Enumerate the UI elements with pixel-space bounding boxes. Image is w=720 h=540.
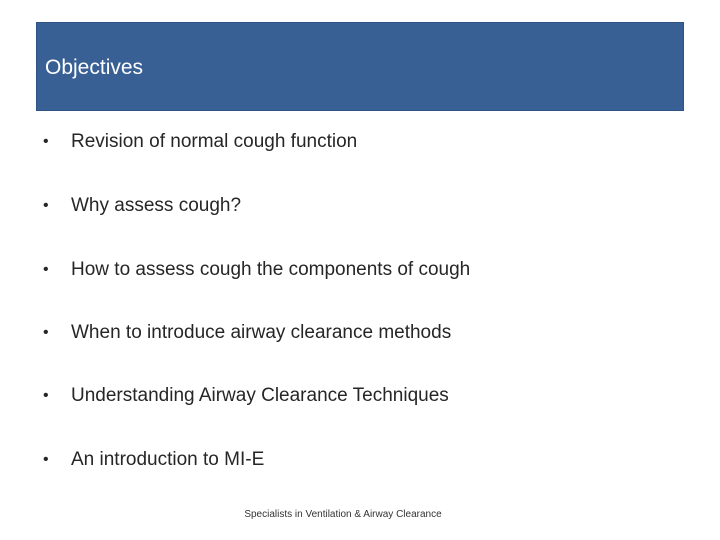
title-banner (36, 22, 684, 111)
list-item-label: Why assess cough? (71, 195, 242, 216)
bullet-icon: • (43, 451, 49, 468)
slide-title: Objectives (45, 56, 144, 79)
bullet-icon: • (43, 133, 49, 150)
list-item-label: An introduction to MI-E (71, 449, 265, 470)
list-item-label: How to assess cough the components of cough (71, 259, 471, 280)
slide-footer: Specialists in Ventilation & Airway Clearance (244, 509, 442, 520)
list-item-label: Understanding Airway Clearance Techniques (71, 385, 449, 406)
list-item (43, 383, 683, 409)
list-item (43, 320, 683, 346)
bullet-icon: • (43, 261, 49, 278)
list-item (43, 257, 683, 283)
bullet-icon: • (43, 197, 49, 214)
list-item (43, 129, 683, 155)
bullet-icon: • (43, 324, 49, 341)
list-item-label: Revision of normal cough function (71, 131, 358, 152)
bullet-icon: • (43, 387, 49, 404)
list-item (43, 193, 683, 219)
list-item (43, 447, 683, 473)
list-item-label: When to introduce airway clearance methods (71, 322, 452, 343)
